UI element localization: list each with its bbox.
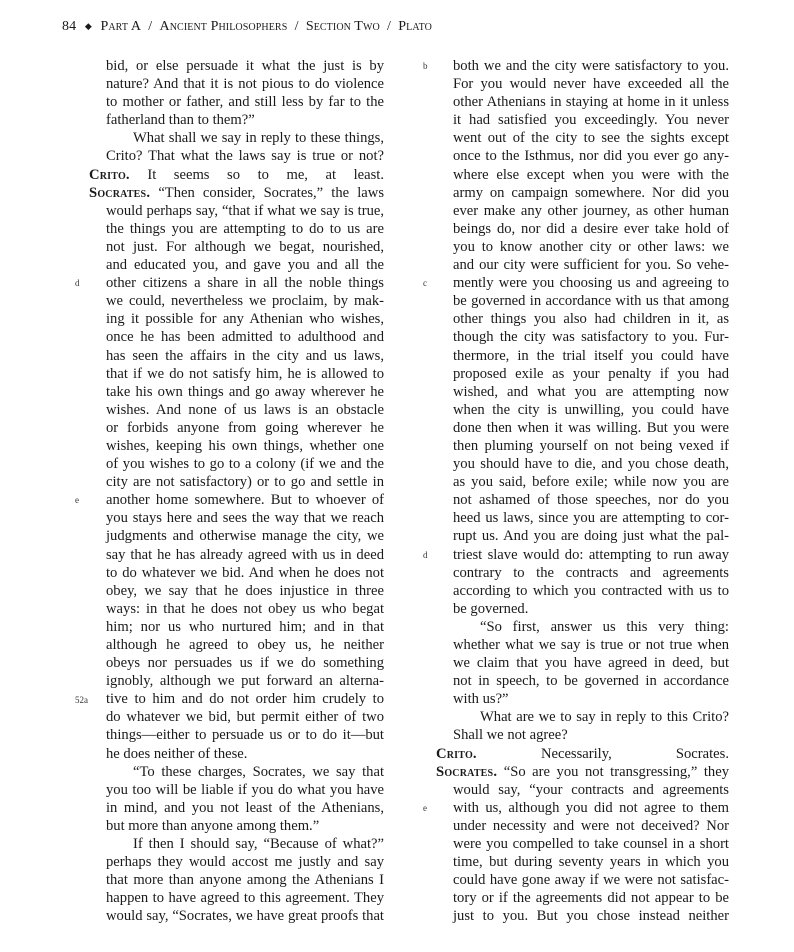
text-line: [106, 147, 384, 165]
text-line: [106, 220, 384, 238]
text-line: [106, 527, 384, 545]
line-text: were you compelled to take counsel in a short: [453, 836, 729, 853]
line-text: him; nor us who nurtured him; and in that: [106, 618, 384, 635]
stephanus-marker: c: [423, 278, 427, 289]
text-line: [453, 889, 729, 907]
text-line: [106, 310, 384, 328]
line-text: another home somewhere. But to whoever of: [106, 492, 384, 509]
text-line: [89, 184, 384, 202]
line-text: What shall we say in reply to these things,: [133, 130, 384, 147]
line-text: in mind, and you not least of the Athenians,: [106, 799, 384, 816]
text-line: [453, 853, 729, 871]
stephanus-marker: e: [75, 495, 79, 506]
line-text: What are we to say in reply to this Crito?: [480, 709, 729, 726]
text-line: [453, 184, 729, 202]
line-text: happen to have agreed to this agreement. They: [106, 890, 384, 907]
text-line: [453, 310, 729, 328]
text-line: [106, 835, 384, 853]
line-text: and our city were sufficient for you. So vehe-: [453, 257, 729, 274]
line-text: with us, although you did not agree to them: [453, 799, 729, 816]
text-line: [453, 401, 729, 419]
text-line: [453, 220, 729, 238]
text-line: [106, 690, 384, 708]
text-line: [453, 455, 729, 473]
header-section: Section Two: [305, 19, 380, 34]
line-text: both we and the city were satisfactory to you.: [453, 58, 729, 74]
text-line: [453, 111, 729, 129]
text-line: [106, 455, 384, 473]
text-line: [453, 726, 729, 744]
text-line: [106, 907, 384, 925]
text-line: [453, 419, 729, 437]
text-line: [453, 75, 729, 93]
text-line: [106, 419, 384, 437]
line-text: though the city was satisfactory to you. Fur-: [453, 329, 729, 346]
line-text: do whatever we bid, but permit either of two: [106, 709, 384, 726]
speaker-label: Socrates.: [89, 184, 151, 201]
line-text: triest slave would do: attempting to run away: [453, 546, 729, 563]
line-text: “So first, answer us this very thing:: [480, 618, 729, 635]
line-text: time, but during seventy years in which you: [453, 854, 729, 871]
text-line: [106, 763, 384, 781]
line-text: ways: in that he does not obey us who begat: [106, 600, 384, 617]
line-text: you stays here and sees the way that we reach: [106, 510, 384, 527]
text-line: [106, 292, 384, 310]
line-text: mently were you choosing us and agreeing to: [453, 275, 729, 292]
text-line: [453, 292, 729, 310]
line-text: obeys nor persuades us if we do something: [106, 655, 384, 672]
text-line: [106, 600, 384, 618]
text-line: [106, 473, 384, 491]
text-line: [453, 672, 729, 690]
line-text: If then I should say, “Because of what?”: [133, 836, 384, 853]
text-line: [106, 799, 384, 817]
text-line: [106, 365, 384, 383]
header-slash: /: [148, 19, 153, 34]
line-text: once he has been admitted to adulthood and: [106, 329, 384, 346]
line-text: wishes. And none of us laws is an obstacle: [106, 401, 384, 418]
text-line: [106, 817, 384, 835]
text-line: [106, 202, 384, 220]
text-line: [453, 57, 729, 75]
text-line: [106, 347, 384, 365]
text-line: [106, 383, 384, 401]
text-line: [453, 147, 729, 165]
line-text: done then when it was willing. But you were: [453, 419, 729, 436]
line-text: although he agreed to obey us, he neither: [106, 637, 384, 653]
line-text: you should have to die, and you chose death,: [453, 456, 729, 473]
text-line: [453, 564, 729, 582]
text-line: [453, 600, 729, 618]
line-text: not ashamed of those speeches, nor do you: [453, 492, 729, 509]
text-line: [453, 383, 729, 401]
line-text: would say, “your contracts and agreements: [453, 781, 729, 798]
line-text: It seems so to me, at least.: [129, 166, 384, 183]
line-text: just to you. But you chose instead neither: [453, 908, 729, 925]
line-text: other things you also had children in it, as: [453, 311, 729, 328]
line-text: that more than anyone among the Athenians I: [106, 872, 384, 889]
line-text: the things you are attempting to do to us are: [106, 220, 384, 237]
line-text: rupt us. And you are doing just what the pal-: [453, 528, 729, 545]
line-text: as you said, before exile; while now you are: [453, 474, 729, 491]
stephanus-marker: b: [423, 61, 428, 71]
text-line: [106, 745, 384, 763]
line-text: we could, nevertheless we proclaim, by mak-: [106, 293, 384, 310]
line-text: Necessarily, Socrates.: [476, 745, 729, 762]
line-text: he does neither of these.: [106, 745, 248, 762]
text-line: [453, 509, 729, 527]
line-text: would say, “Socrates, we have great proofs that: [106, 908, 384, 925]
text-line: [453, 871, 729, 889]
line-text: nature? And that it is not pious to do violence: [106, 76, 384, 93]
text-line: [106, 708, 384, 726]
line-text: but more than anyone among them.”: [106, 817, 320, 834]
line-text: Shall we not agree?: [453, 727, 568, 744]
text-line: [106, 889, 384, 907]
text-line: [106, 564, 384, 582]
line-text: not just. For although we begat, nourished,: [106, 238, 384, 255]
text-line: [453, 546, 729, 564]
text-line: [453, 636, 729, 654]
line-text: obey, we say that he does injustice in three: [106, 582, 384, 599]
line-text: then pluming yourself on not being vexed if: [453, 437, 729, 454]
text-line: [106, 618, 384, 636]
text-line: [453, 618, 729, 636]
text-line: [106, 672, 384, 690]
line-text: not in speech, to be governed in accordance: [453, 673, 729, 690]
header-slash: /: [294, 19, 299, 34]
line-text: beings do, nor did a desire ever take hold of: [453, 220, 729, 237]
text-line: [453, 708, 729, 726]
line-text: where else except when you were with the: [453, 166, 729, 183]
line-text: tory or if the agreements did not appear to be: [453, 890, 729, 907]
text-line: [106, 75, 384, 93]
running-header: [62, 19, 432, 35]
line-text: “Then consider, Socrates,” the laws: [150, 184, 384, 201]
text-line: [106, 491, 384, 509]
text-line: [453, 328, 729, 346]
line-text: fatherland than to them?”: [106, 112, 255, 129]
text-line: [106, 871, 384, 889]
line-text: we claim that you have agreed in deed, but: [453, 655, 729, 672]
line-text: under necessity and were not deceived? Nor: [453, 817, 729, 834]
text-line: [106, 57, 384, 75]
text-line: [106, 111, 384, 129]
text-line: [453, 93, 729, 111]
line-text: be governed.: [453, 600, 529, 617]
text-line: [453, 582, 729, 600]
text-line: [106, 582, 384, 600]
text-line: [453, 274, 729, 292]
text-line: [436, 763, 729, 781]
left-text-column: [89, 57, 384, 926]
line-text: thermore, in the trial itself you could have: [453, 347, 729, 364]
line-text: whether what we say is true or not true when: [453, 637, 729, 653]
text-line: [453, 654, 729, 672]
text-line: [453, 166, 729, 184]
text-line: [106, 328, 384, 346]
text-line: [453, 129, 729, 147]
line-text: judgments and otherwise manage the city, we: [106, 528, 384, 545]
line-text: army on campaign somewhere. Nor did you: [453, 184, 729, 201]
line-text: other Athenians in staying at home in it unless: [453, 94, 729, 111]
line-text: you too will be liable if you do what you have: [106, 781, 384, 798]
line-text: or forbids anyone from going wherever he: [106, 419, 384, 436]
text-line: [106, 509, 384, 527]
header-slash: /: [387, 19, 392, 34]
text-line: [453, 799, 729, 817]
text-line: [106, 636, 384, 654]
line-text: proposed exile as your penalty if you had: [453, 365, 729, 382]
line-text: with us?”: [453, 691, 509, 708]
speaker-label: Crito.: [436, 745, 477, 762]
stephanus-marker: 52a: [75, 694, 88, 705]
line-text: tive to him and do not order him crudely to: [106, 691, 384, 708]
text-line: [453, 690, 729, 708]
text-line: [106, 274, 384, 292]
line-text: could have gone away if we were not satisfac-: [453, 872, 729, 889]
text-line: [106, 93, 384, 111]
line-text: bid, or else persuade it what the just is by: [106, 58, 384, 74]
speaker-label: Socrates.: [436, 763, 498, 780]
stephanus-marker: d: [423, 549, 428, 560]
line-text: ignobly, although we put forward an alterna-: [106, 673, 384, 690]
line-text: and educated you, and gave you and all the: [106, 257, 384, 274]
text-line: [453, 347, 729, 365]
text-line: [453, 817, 729, 835]
diamond-icon: ◆: [84, 21, 92, 31]
text-line: [106, 726, 384, 744]
line-text: went out of the city to see the sights except: [453, 130, 729, 147]
line-text: ing it possible for any Athenian who wishes,: [106, 311, 384, 328]
line-text: other citizens a share in all the noble things: [106, 275, 384, 292]
stephanus-marker: d: [75, 278, 80, 289]
text-line: [453, 256, 729, 274]
text-line: [453, 238, 729, 256]
speaker-label: Crito.: [89, 166, 130, 183]
line-text: when the city is unwilling, you could have: [453, 401, 729, 418]
line-text: has seen the affairs in the city and us laws,: [106, 347, 384, 364]
line-text: “To these charges, Socrates, we say that: [133, 763, 384, 780]
text-line: [453, 202, 729, 220]
line-text: wished, and what you are attempting now: [453, 383, 729, 400]
text-line: [453, 781, 729, 799]
line-text: For you would never have exceeded all the: [453, 76, 729, 93]
stephanus-marker: e: [423, 803, 427, 814]
text-line: [453, 491, 729, 509]
text-line: [106, 853, 384, 871]
line-text: things—either to persuade us or to do it—but: [106, 727, 384, 744]
line-text: say that he has already agreed with us in deed: [106, 546, 384, 563]
text-line: [106, 256, 384, 274]
text-line: [106, 781, 384, 799]
line-text: according to which you contracted with us to: [453, 582, 729, 599]
header-part: Part A: [100, 19, 142, 34]
line-text: “So are you not transgressing,” they: [497, 763, 729, 780]
text-line: [453, 835, 729, 853]
line-text: city are not satisfactory) or to go and settle in: [106, 474, 384, 491]
line-text: heed us laws, since you are attempting to cor-: [453, 510, 729, 527]
text-line: [453, 473, 729, 491]
line-text: of you wishes to go to a colony (if we and the: [106, 456, 384, 473]
text-line: [106, 546, 384, 564]
text-line: [106, 654, 384, 672]
line-text: would perhaps say, “that if what we say is true,: [106, 202, 384, 219]
header-section-title: Ancient Philosophers: [159, 19, 288, 34]
text-line: [453, 527, 729, 545]
text-line: [89, 166, 384, 184]
line-text: be governed in accordance with us that among: [453, 293, 729, 310]
right-text-column: [436, 57, 729, 926]
line-text: contrary to the contracts and agreements: [453, 564, 729, 581]
text-line: [453, 365, 729, 383]
line-text: wishes, keeping his own things, whether one: [106, 437, 384, 454]
line-text: to mother or father, and still less by far to the: [106, 94, 384, 111]
line-text: ever make any other journey, as other human: [453, 202, 729, 219]
text-line: [453, 437, 729, 455]
text-line: [436, 745, 729, 763]
page-number: 84: [62, 19, 77, 34]
text-line: [453, 907, 729, 925]
line-text: to do whatever we bid. And when he does not: [106, 564, 384, 581]
line-text: it had satisfied you exceedingly. You never: [453, 112, 729, 129]
text-line: [106, 401, 384, 419]
line-text: that if we do not satisfy him, he is allowed to: [106, 365, 384, 382]
text-line: [106, 437, 384, 455]
line-text: take his own things and go away wherever he: [106, 383, 384, 400]
text-line: [106, 129, 384, 147]
line-text: you to know another city or other laws: we: [453, 238, 729, 255]
line-text: Crito? That what the laws say is true or not?: [106, 148, 384, 165]
header-chapter: Plato: [398, 19, 432, 34]
line-text: perhaps they would accost me justly and say: [106, 854, 384, 871]
text-line: [106, 238, 384, 256]
line-text: once to the Isthmus, nor did you ever go any-: [453, 148, 729, 165]
